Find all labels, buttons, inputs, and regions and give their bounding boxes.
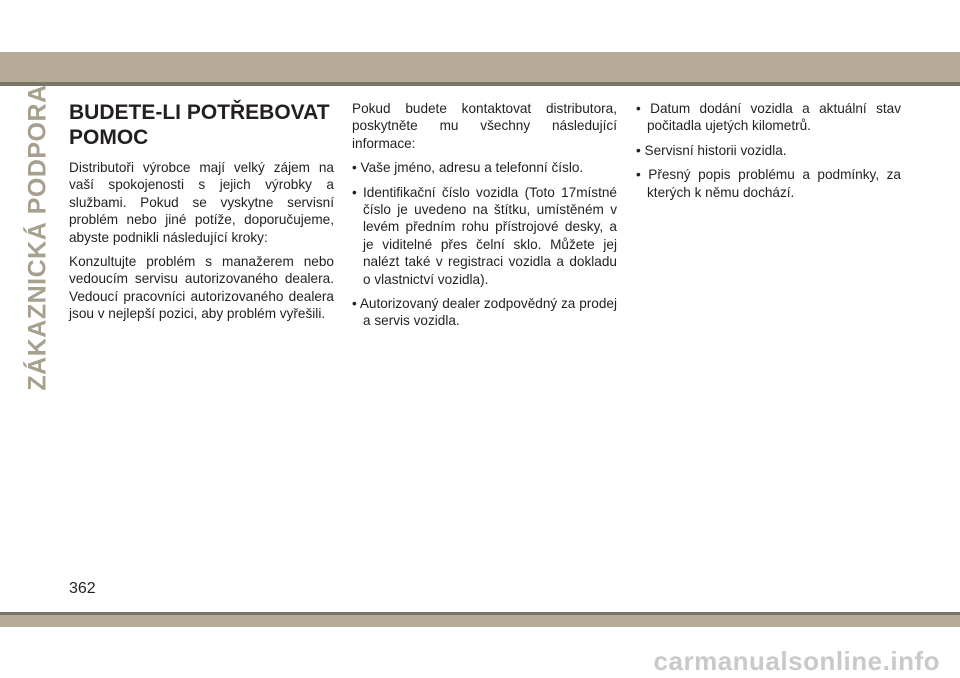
paragraph-intro: Distributoři výrobce mají velký zájem na vaší spokojenosti s jejich výrobky a službami. Pokud se vyskytne servisní problém nebo jiné potíže, doporučujeme, abyste podnikli následující kroky: xyxy=(69,160,334,245)
paragraph-contact-intro: Pokud budete kontaktovat distributora, poskytněte mu všechny následující informace: xyxy=(352,101,617,151)
watermark: carmanualsonline.info xyxy=(653,646,940,676)
header-rule xyxy=(0,82,960,86)
list-item: • Identifikační číslo vozidla (Toto 17místné číslo je uvedeno na štítku, umístěném v levém předním rohu přístrojové desky, a je viditelné přes čelní sklo. Můžete jej nalézt také v registraci vozidla a dokladu o vlastnictví vozidla). xyxy=(352,184,617,287)
list-item: • Autorizovaný dealer zodpovědný za prodej a servis vozidla. xyxy=(352,296,617,329)
column-1 xyxy=(69,100,334,330)
page-number: 362 xyxy=(69,580,96,597)
paragraph-consult: Konzultujte problém s manažerem nebo vedoucím servisu autorizovaného dealera. Vedoucí pracovníci autorizovaného dealera jsou v nejlepší pozici, aby problém vyřešili. xyxy=(69,254,334,322)
column-3 xyxy=(636,100,901,208)
header-band xyxy=(0,52,960,82)
list-item: • Datum dodání vozidla a aktuální stav počitadla ujetých kilometrů. xyxy=(636,101,901,134)
page-heading: BUDETE-LI POTŘEBOVAT POMOC xyxy=(69,101,330,149)
section-side-title xyxy=(20,84,56,391)
column-2 xyxy=(352,100,617,337)
list-item: • Vaše jméno, adresu a telefonní číslo. xyxy=(352,160,584,176)
list-item: • Přesný popis problému a podmínky, za kterých k němu dochází. xyxy=(636,167,901,200)
footer-band xyxy=(0,615,960,627)
list-item: • Servisní historii vozidla. xyxy=(636,142,787,158)
side-title-text: ZÁKAZNICKÁ PODPORA xyxy=(23,84,52,391)
